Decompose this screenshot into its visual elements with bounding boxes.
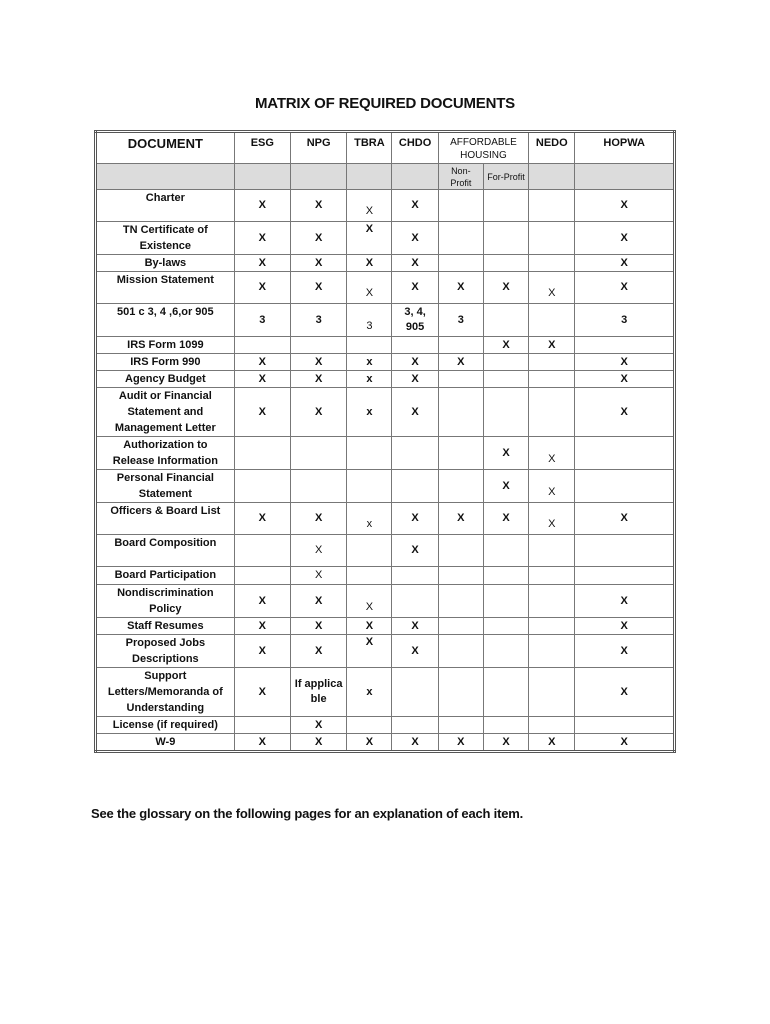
requirement-cell-fp	[483, 717, 528, 734]
document-name-cell: By-laws	[96, 255, 235, 272]
requirement-cell-nedo	[529, 222, 575, 255]
requirement-cell-fp: X	[483, 337, 528, 354]
requirement-cell-nedo: X	[529, 503, 575, 535]
requirement-cell-np	[438, 388, 483, 437]
requirement-cell-chdo: X	[392, 388, 438, 437]
requirement-cell-chdo: X	[392, 272, 438, 304]
requirement-cell-esg: X	[234, 734, 290, 752]
document-name-cell: Officers & Board List	[96, 503, 235, 535]
requirement-cell-esg: X	[234, 190, 290, 222]
requirement-cell-fp	[483, 618, 528, 635]
table-row	[96, 618, 675, 635]
requirement-cell-hopwa: X	[575, 618, 675, 635]
requirement-cell-nedo	[529, 635, 575, 668]
document-name-cell: Support Letters/Memoranda of Understanding	[96, 668, 235, 717]
requirement-cell-esg: X	[234, 272, 290, 304]
subheader-row	[96, 164, 675, 190]
requirement-cell-np	[438, 437, 483, 470]
requirement-cell-np: X	[438, 734, 483, 752]
requirement-cell-esg	[234, 567, 290, 585]
column-header-tbra: TBRA	[347, 132, 392, 164]
requirement-cell-np	[438, 255, 483, 272]
requirement-cell-np	[438, 668, 483, 717]
requirement-cell-np	[438, 371, 483, 388]
requirement-cell-tbra: X	[347, 190, 392, 222]
glossary-note: See the glossary on the following pages for an explanation of each item.	[91, 806, 524, 821]
column-header-npg: NPG	[290, 132, 346, 164]
requirement-cell-npg: X	[290, 503, 346, 535]
requirement-cell-npg: X	[290, 272, 346, 304]
requirement-cell-nedo: X	[529, 470, 575, 503]
requirement-cell-fp: X	[483, 470, 528, 503]
requirement-cell-tbra: X	[347, 272, 392, 304]
table-row	[96, 668, 675, 717]
table-row	[96, 635, 675, 668]
table-row	[96, 437, 675, 470]
requirement-cell-fp	[483, 190, 528, 222]
table-row	[96, 717, 675, 734]
column-header-non-profit: Non-Profit	[438, 164, 483, 190]
requirement-cell-hopwa: X	[575, 585, 675, 618]
requirement-cell-npg: X	[290, 190, 346, 222]
document-name-cell: IRS Form 1099	[96, 337, 235, 354]
requirement-cell-chdo: X	[392, 503, 438, 535]
requirement-cell-fp	[483, 354, 528, 371]
requirement-cell-esg: X	[234, 618, 290, 635]
requirement-cell-nedo	[529, 618, 575, 635]
requirement-cell-hopwa: X	[575, 222, 675, 255]
requirement-cell-npg: If applica ble	[290, 668, 346, 717]
requirement-cell-esg	[234, 717, 290, 734]
requirement-cell-tbra: x	[347, 668, 392, 717]
document-name-cell: Charter	[96, 190, 235, 222]
requirement-cell-np: X	[438, 354, 483, 371]
document-name-cell: IRS Form 990	[96, 354, 235, 371]
requirement-cell-esg: X	[234, 635, 290, 668]
requirement-cell-npg: X	[290, 717, 346, 734]
requirement-cell-esg	[234, 337, 290, 354]
requirement-cell-fp: X	[483, 503, 528, 535]
requirement-cell-chdo	[392, 585, 438, 618]
requirement-cell-esg: X	[234, 503, 290, 535]
requirement-cell-esg: X	[234, 668, 290, 717]
subheader-blank	[529, 164, 575, 190]
requirement-cell-fp	[483, 388, 528, 437]
requirement-cell-tbra: 3	[347, 304, 392, 337]
requirement-cell-nedo	[529, 668, 575, 717]
requirement-cell-npg: X	[290, 371, 346, 388]
requirement-cell-chdo	[392, 337, 438, 354]
requirement-cell-npg: X	[290, 222, 346, 255]
requirement-cell-nedo	[529, 304, 575, 337]
document-name-cell: Nondiscrimination Policy	[96, 585, 235, 618]
subheader-blank	[96, 164, 235, 190]
requirement-cell-npg: X	[290, 635, 346, 668]
document-name-cell: Staff Resumes	[96, 618, 235, 635]
requirement-cell-hopwa: X	[575, 668, 675, 717]
requirement-cell-chdo: X	[392, 222, 438, 255]
table-row	[96, 354, 675, 371]
requirement-cell-chdo	[392, 717, 438, 734]
table-row	[96, 470, 675, 503]
requirement-cell-tbra: X	[347, 618, 392, 635]
requirement-cell-esg: X	[234, 222, 290, 255]
requirement-cell-tbra: x	[347, 503, 392, 535]
requirement-cell-npg: X	[290, 567, 346, 585]
requirement-cell-hopwa	[575, 567, 675, 585]
requirement-cell-chdo: 3, 4, 905	[392, 304, 438, 337]
requirement-cell-hopwa: X	[575, 255, 675, 272]
requirement-cell-hopwa: X	[575, 272, 675, 304]
requirement-cell-npg: X	[290, 354, 346, 371]
subheader-blank	[290, 164, 346, 190]
subheader-blank	[392, 164, 438, 190]
table-row	[96, 222, 675, 255]
requirement-cell-npg: X	[290, 585, 346, 618]
document-name-cell: Agency Budget	[96, 371, 235, 388]
requirement-cell-fp	[483, 304, 528, 337]
requirement-cell-fp	[483, 222, 528, 255]
column-header-chdo: CHDO	[392, 132, 438, 164]
requirement-cell-hopwa: X	[575, 371, 675, 388]
requirement-cell-hopwa	[575, 337, 675, 354]
requirement-cell-fp	[483, 567, 528, 585]
table-row	[96, 272, 675, 304]
requirement-cell-esg: X	[234, 585, 290, 618]
requirement-cell-nedo	[529, 567, 575, 585]
requirement-cell-chdo: X	[392, 190, 438, 222]
requirement-cell-tbra: x	[347, 371, 392, 388]
document-name-cell: Audit or Financial Statement and Management Letter	[96, 388, 235, 437]
subheader-blank	[347, 164, 392, 190]
requirement-cell-np: X	[438, 272, 483, 304]
requirement-cell-chdo: X	[392, 734, 438, 752]
requirement-cell-tbra: x	[347, 388, 392, 437]
requirement-cell-np	[438, 567, 483, 585]
requirement-cell-chdo	[392, 437, 438, 470]
requirement-cell-nedo	[529, 388, 575, 437]
requirement-cell-hopwa: 3	[575, 304, 675, 337]
requirement-cell-nedo	[529, 371, 575, 388]
requirement-cell-nedo: X	[529, 337, 575, 354]
document-name-cell: TN Certificate of Existence	[96, 222, 235, 255]
requirement-cell-npg: X	[290, 535, 346, 567]
requirement-cell-hopwa: X	[575, 635, 675, 668]
requirement-cell-tbra: X	[347, 585, 392, 618]
requirement-cell-npg: X	[290, 618, 346, 635]
requirement-cell-fp	[483, 585, 528, 618]
table-row	[96, 255, 675, 272]
requirement-cell-tbra: X	[347, 734, 392, 752]
requirement-cell-fp	[483, 371, 528, 388]
document-name-cell: Mission Statement	[96, 272, 235, 304]
requirement-cell-esg	[234, 470, 290, 503]
requirement-cell-tbra	[347, 337, 392, 354]
requirement-cell-tbra	[347, 567, 392, 585]
requirement-cell-fp: X	[483, 437, 528, 470]
requirement-cell-fp	[483, 635, 528, 668]
requirement-cell-hopwa: X	[575, 190, 675, 222]
requirement-cell-np	[438, 618, 483, 635]
document-name-cell: Personal Financial Statement	[96, 470, 235, 503]
requirement-cell-chdo	[392, 470, 438, 503]
requirement-cell-tbra: x	[347, 354, 392, 371]
requirement-cell-esg	[234, 437, 290, 470]
requirement-cell-chdo: X	[392, 535, 438, 567]
requirement-cell-np	[438, 717, 483, 734]
requirement-cell-hopwa: X	[575, 388, 675, 437]
requirement-cell-np	[438, 222, 483, 255]
requirement-cell-np	[438, 470, 483, 503]
column-header-affordable-housing: AFFORDABLE HOUSING	[438, 132, 528, 164]
column-header-hopwa: HOPWA	[575, 132, 675, 164]
requirement-cell-fp: X	[483, 734, 528, 752]
requirement-cell-npg	[290, 337, 346, 354]
requirement-cell-tbra: X	[347, 222, 392, 255]
requirement-cell-tbra	[347, 437, 392, 470]
requirement-cell-np	[438, 635, 483, 668]
requirement-cell-chdo: X	[392, 635, 438, 668]
requirement-cell-nedo	[529, 585, 575, 618]
table-row	[96, 337, 675, 354]
requirement-cell-esg	[234, 535, 290, 567]
table-row	[96, 734, 675, 752]
requirement-cell-nedo	[529, 255, 575, 272]
requirement-cell-hopwa	[575, 535, 675, 567]
requirement-cell-nedo: X	[529, 272, 575, 304]
requirement-cell-fp: X	[483, 272, 528, 304]
document-name-cell: 501 c 3, 4 ,6,or 905	[96, 304, 235, 337]
document-name-cell: Authorization to Release Information	[96, 437, 235, 470]
document-name-cell: License (if required)	[96, 717, 235, 734]
requirement-cell-tbra	[347, 535, 392, 567]
requirement-cell-npg: X	[290, 255, 346, 272]
requirement-cell-tbra: X	[347, 635, 392, 668]
requirement-cell-np	[438, 190, 483, 222]
requirement-cell-tbra	[347, 717, 392, 734]
requirement-cell-esg: X	[234, 354, 290, 371]
document-name-cell: Board Composition	[96, 535, 235, 567]
page-title: MATRIX OF REQUIRED DOCUMENTS	[255, 95, 515, 112]
table-row	[96, 388, 675, 437]
document-name-cell: Board Participation	[96, 567, 235, 585]
requirement-cell-hopwa: X	[575, 354, 675, 371]
requirement-cell-hopwa	[575, 717, 675, 734]
document-matrix-table	[94, 130, 676, 753]
column-header-document: DOCUMENT	[96, 132, 235, 164]
requirement-cell-nedo	[529, 535, 575, 567]
requirement-cell-chdo: X	[392, 255, 438, 272]
requirement-cell-npg	[290, 437, 346, 470]
requirement-cell-chdo: X	[392, 354, 438, 371]
requirement-cell-tbra	[347, 470, 392, 503]
requirement-cell-np	[438, 337, 483, 354]
table-row	[96, 304, 675, 337]
requirement-cell-chdo	[392, 668, 438, 717]
requirement-cell-hopwa	[575, 470, 675, 503]
table-row	[96, 567, 675, 585]
requirement-cell-chdo	[392, 567, 438, 585]
subheader-blank	[575, 164, 675, 190]
requirement-cell-hopwa: X	[575, 503, 675, 535]
requirement-cell-esg: X	[234, 255, 290, 272]
column-header-esg: ESG	[234, 132, 290, 164]
table-row	[96, 535, 675, 567]
requirement-cell-esg: X	[234, 388, 290, 437]
requirement-cell-np: X	[438, 503, 483, 535]
requirement-cell-nedo: X	[529, 437, 575, 470]
requirement-cell-nedo	[529, 717, 575, 734]
document-name-cell: W-9	[96, 734, 235, 752]
requirement-cell-fp	[483, 668, 528, 717]
requirement-cell-npg: X	[290, 388, 346, 437]
subheader-blank	[234, 164, 290, 190]
requirement-cell-fp	[483, 535, 528, 567]
requirement-cell-esg: X	[234, 371, 290, 388]
requirement-cell-npg	[290, 470, 346, 503]
requirement-cell-nedo: X	[529, 734, 575, 752]
document-name-cell: Proposed Jobs Descriptions	[96, 635, 235, 668]
requirement-cell-esg: 3	[234, 304, 290, 337]
requirement-cell-chdo: X	[392, 371, 438, 388]
requirement-cell-npg: X	[290, 734, 346, 752]
requirement-cell-fp	[483, 255, 528, 272]
requirement-cell-np	[438, 585, 483, 618]
table-row	[96, 503, 675, 535]
column-header-for-profit: For-Profit	[483, 164, 528, 190]
table-row	[96, 585, 675, 618]
matrix-body	[96, 190, 675, 752]
table-row	[96, 371, 675, 388]
requirement-cell-nedo	[529, 354, 575, 371]
requirement-cell-hopwa: X	[575, 734, 675, 752]
requirement-cell-npg: 3	[290, 304, 346, 337]
requirement-cell-hopwa	[575, 437, 675, 470]
column-header-nedo: NEDO	[529, 132, 575, 164]
table-row	[96, 190, 675, 222]
requirement-cell-np	[438, 535, 483, 567]
requirement-cell-nedo	[529, 190, 575, 222]
requirement-cell-chdo: X	[392, 618, 438, 635]
requirement-cell-tbra: X	[347, 255, 392, 272]
requirement-cell-np: 3	[438, 304, 483, 337]
